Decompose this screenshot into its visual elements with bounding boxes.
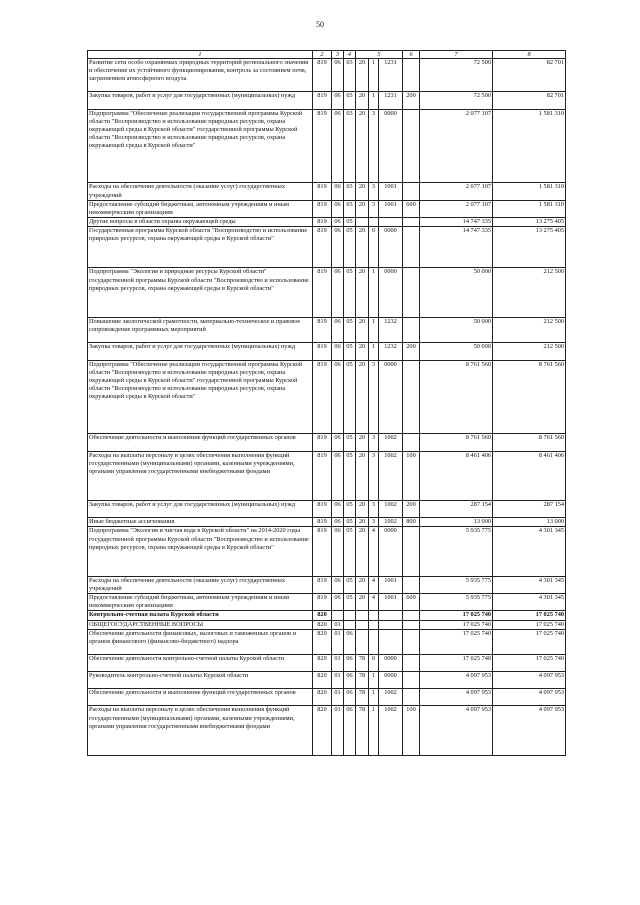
code-vr-cell: 200 bbox=[403, 501, 420, 518]
sum-year2-cell: 13 275 405 bbox=[493, 217, 566, 226]
table-row bbox=[88, 451, 566, 501]
code-pr-cell bbox=[344, 611, 356, 620]
code-vr-cell bbox=[403, 577, 420, 594]
sum-year2-cell: 1 581 310 bbox=[493, 109, 566, 183]
row-name-cell: Расходы на обеспечение деятельности (оказание услуг) государственных учреждений bbox=[88, 183, 313, 200]
row-name-cell: Расходы на выплаты персоналу в целях обеспечения выполнения функций государственными (муниципальными) органами, казенными учреждениями, органами управления государственными внебюджетными фондами bbox=[88, 706, 313, 756]
table-row bbox=[88, 183, 566, 200]
code-target1-cell: 20 bbox=[356, 109, 369, 183]
code-target2-cell: 1 bbox=[369, 689, 379, 706]
sum-year1-cell: 8 761 560 bbox=[420, 360, 493, 434]
row-name-cell: Закупка товаров, работ и услуг для государственных (муниципальных) нужд bbox=[88, 343, 313, 360]
code-rz-cell: 06 bbox=[332, 360, 344, 434]
code-target2-cell: 0 bbox=[369, 654, 379, 671]
code-target3-cell: 0000 bbox=[379, 672, 403, 689]
sum-year2-cell: 82 701 bbox=[493, 92, 566, 109]
code-target2-cell: 1 bbox=[369, 343, 379, 360]
code-target3-cell: 1002 bbox=[379, 501, 403, 518]
code-rz-cell: 06 bbox=[332, 343, 344, 360]
header-cell: 5 bbox=[356, 51, 403, 59]
code-vr-cell bbox=[403, 672, 420, 689]
code-target1-cell: 20 bbox=[356, 527, 369, 577]
code-target1-cell: 20 bbox=[356, 501, 369, 518]
sum-year2-cell: 4 301 345 bbox=[493, 577, 566, 594]
sum-year2-cell: 1 581 310 bbox=[493, 200, 566, 217]
sum-year2-cell: 8 761 560 bbox=[493, 434, 566, 451]
code-vr-cell bbox=[403, 268, 420, 318]
row-name-cell: Обеспечение деятельности и выполнение функций государственных органов bbox=[88, 689, 313, 706]
row-name-cell: Обеспечение деятельности финансовых, налоговых и таможенных органов и органов финансового (финансово-бюджетного) надзора bbox=[88, 629, 313, 654]
table-row bbox=[88, 59, 566, 92]
code-pr-cell: 06 bbox=[344, 689, 356, 706]
sum-year2-cell: 17 025 740 bbox=[493, 629, 566, 654]
row-name-cell: Закупка товаров, работ и услуг для государственных (муниципальных) нужд bbox=[88, 501, 313, 518]
code-rz-cell: 01 bbox=[332, 620, 344, 629]
code-target3-cell: 0000 bbox=[379, 109, 403, 183]
row-name-cell: Подпрограмма "Экология и чистая вода в Курской области" на 2014-2020 годы государственной программы Курской области "Воспроизводство и использование природных ресурсов, охрана окружающей среды в Курской области" bbox=[88, 527, 313, 577]
code-gr-cell: 819 bbox=[313, 577, 332, 594]
code-target3-cell: 1002 bbox=[379, 434, 403, 451]
code-vr-cell: 600 bbox=[403, 594, 420, 611]
row-name-cell: Предоставление субсидий бюджетным, автономным учреждениям и иным некоммерческим организациям bbox=[88, 594, 313, 611]
sum-year2-cell: 17 025 740 bbox=[493, 620, 566, 629]
row-name-cell: Предоставление субсидий бюджетным, автономным учреждениям и иным некоммерческим организациям bbox=[88, 200, 313, 217]
code-target2-cell: 3 bbox=[369, 434, 379, 451]
code-rz-cell: 01 bbox=[332, 689, 344, 706]
sum-year2-cell: 17 025 740 bbox=[493, 611, 566, 620]
sum-year1-cell: 4 097 953 bbox=[420, 672, 493, 689]
row-name-cell: Иные бюджетные ассигнования bbox=[88, 518, 313, 527]
code-target3-cell: 0000 bbox=[379, 654, 403, 671]
code-vr-cell bbox=[403, 629, 420, 654]
sum-year1-cell: 8 761 560 bbox=[420, 434, 493, 451]
code-rz-cell: 06 bbox=[332, 59, 344, 92]
code-pr-cell: 03 bbox=[344, 92, 356, 109]
sum-year1-cell: 72 500 bbox=[420, 92, 493, 109]
code-vr-cell: 200 bbox=[403, 343, 420, 360]
sum-year2-cell: 1 581 310 bbox=[493, 183, 566, 200]
code-vr-cell bbox=[403, 620, 420, 629]
code-rz-cell bbox=[332, 611, 344, 620]
header-cell: 8 bbox=[493, 51, 566, 59]
code-gr-cell: 819 bbox=[313, 59, 332, 92]
row-name-cell: Расходы на выплаты персоналу в целях обеспечения выполнения функций государственными (муниципальными) органами, казенными учреждениями, органами управления государственными внебюджетными фондами bbox=[88, 451, 313, 501]
code-target2-cell: 1 bbox=[369, 59, 379, 92]
code-target3-cell: 1231 bbox=[379, 92, 403, 109]
sum-year1-cell: 2 077 107 bbox=[420, 200, 493, 217]
code-rz-cell: 01 bbox=[332, 706, 344, 756]
code-target1-cell bbox=[356, 611, 369, 620]
code-pr-cell: 03 bbox=[344, 200, 356, 217]
table-body bbox=[88, 59, 566, 756]
table-row bbox=[88, 92, 566, 109]
row-name-cell: Руководитель контрольно-счетной палаты Курской области bbox=[88, 672, 313, 689]
code-pr-cell: 05 bbox=[344, 518, 356, 527]
sum-year1-cell: 14 747 335 bbox=[420, 217, 493, 226]
code-rz-cell: 06 bbox=[332, 577, 344, 594]
code-gr-cell: 820 bbox=[313, 654, 332, 671]
code-target1-cell: 20 bbox=[356, 594, 369, 611]
budget-table bbox=[87, 50, 566, 756]
code-rz-cell: 06 bbox=[332, 92, 344, 109]
code-pr-cell: 05 bbox=[344, 268, 356, 318]
code-pr-cell: 06 bbox=[344, 706, 356, 756]
code-target2-cell bbox=[369, 611, 379, 620]
table-header-row bbox=[88, 51, 566, 59]
code-target2-cell: 3 bbox=[369, 109, 379, 183]
sum-year2-cell: 8 461 406 bbox=[493, 451, 566, 501]
table-row bbox=[88, 629, 566, 654]
code-target1-cell bbox=[356, 620, 369, 629]
code-gr-cell: 819 bbox=[313, 226, 332, 268]
code-target3-cell: 1002 bbox=[379, 451, 403, 501]
code-gr-cell: 819 bbox=[313, 109, 332, 183]
code-vr-cell bbox=[403, 611, 420, 620]
code-gr-cell: 819 bbox=[313, 434, 332, 451]
header-cell: 6 bbox=[403, 51, 420, 59]
sum-year1-cell: 72 500 bbox=[420, 59, 493, 92]
code-target2-cell: 4 bbox=[369, 594, 379, 611]
sum-year1-cell: 4 097 953 bbox=[420, 689, 493, 706]
code-target2-cell bbox=[369, 629, 379, 654]
table-row bbox=[88, 217, 566, 226]
code-target1-cell bbox=[356, 629, 369, 654]
code-pr-cell: 06 bbox=[344, 672, 356, 689]
code-pr-cell: 05 bbox=[344, 594, 356, 611]
sum-year1-cell: 17 025 740 bbox=[420, 654, 493, 671]
header-cell: 3 bbox=[332, 51, 344, 59]
code-rz-cell: 06 bbox=[332, 527, 344, 577]
code-target2-cell: 3 bbox=[369, 200, 379, 217]
code-vr-cell: 100 bbox=[403, 451, 420, 501]
row-name-cell: Подпрограмма "Обеспечение реализации государственной программы Курской области "Воспроизводство и использование природных ресурсов, охрана окружающей среды в Курской области" государственной программы Курской области "Воспроизводство и использование природных ресурсов, охрана окружающей среды в Курской области" bbox=[88, 109, 313, 183]
code-gr-cell: 819 bbox=[313, 518, 332, 527]
code-target3-cell: 0000 bbox=[379, 226, 403, 268]
code-gr-cell: 819 bbox=[313, 200, 332, 217]
code-pr-cell: 05 bbox=[344, 527, 356, 577]
sum-year1-cell: 8 461 406 bbox=[420, 451, 493, 501]
code-target1-cell: 20 bbox=[356, 59, 369, 92]
header-cell: 7 bbox=[420, 51, 493, 59]
code-pr-cell: 05 bbox=[344, 217, 356, 226]
row-name-cell: Обеспечение деятельности контрольно-счетной палаты Курской области bbox=[88, 654, 313, 671]
table-row bbox=[88, 226, 566, 268]
code-gr-cell: 819 bbox=[313, 594, 332, 611]
row-name-cell: Подпрограмма "Обеспечение реализации государственной программы Курской области "Воспроизводство и использование природных ресурсов, охрана окружающей среды в Курской области" государственной программы Курской области "Воспроизводство и использование природных ресурсов, охрана окружающей среды в Курской области" bbox=[88, 360, 313, 434]
code-gr-cell: 819 bbox=[313, 360, 332, 434]
code-rz-cell: 01 bbox=[332, 672, 344, 689]
code-vr-cell bbox=[403, 654, 420, 671]
code-target1-cell: 78 bbox=[356, 672, 369, 689]
table-row bbox=[88, 268, 566, 318]
code-target3-cell: 1002 bbox=[379, 689, 403, 706]
sum-year2-cell: 4 097 953 bbox=[493, 689, 566, 706]
code-vr-cell bbox=[403, 217, 420, 226]
code-rz-cell: 01 bbox=[332, 654, 344, 671]
sum-year2-cell: 8 761 560 bbox=[493, 360, 566, 434]
code-rz-cell: 06 bbox=[332, 226, 344, 268]
table-row bbox=[88, 611, 566, 620]
code-vr-cell bbox=[403, 318, 420, 343]
sum-year1-cell: 2 077 107 bbox=[420, 109, 493, 183]
table-row bbox=[88, 109, 566, 183]
row-name-cell: Подпрограмма "Экология и природные ресурсы Курской области" государственной программы Курской области "Воспроизводство и использование природных ресурсов, охрана окружающей среды в Курской области" bbox=[88, 268, 313, 318]
sum-year2-cell: 13 275 405 bbox=[493, 226, 566, 268]
sum-year1-cell: 13 000 bbox=[420, 518, 493, 527]
table-row bbox=[88, 501, 566, 518]
code-target3-cell: 1231 bbox=[379, 59, 403, 92]
table-row bbox=[88, 360, 566, 434]
code-target2-cell: 3 bbox=[369, 518, 379, 527]
code-target3-cell bbox=[379, 611, 403, 620]
code-pr-cell: 03 bbox=[344, 109, 356, 183]
code-gr-cell: 820 bbox=[313, 611, 332, 620]
code-pr-cell: 06 bbox=[344, 654, 356, 671]
sum-year2-cell: 4 301 345 bbox=[493, 527, 566, 577]
code-vr-cell bbox=[403, 527, 420, 577]
code-target3-cell: 1001 bbox=[379, 594, 403, 611]
code-vr-cell bbox=[403, 226, 420, 268]
code-rz-cell: 06 bbox=[332, 434, 344, 451]
sum-year1-cell: 17 025 740 bbox=[420, 620, 493, 629]
code-target1-cell: 20 bbox=[356, 318, 369, 343]
code-rz-cell: 06 bbox=[332, 518, 344, 527]
code-target2-cell: 1 bbox=[369, 92, 379, 109]
sum-year2-cell: 4 097 953 bbox=[493, 672, 566, 689]
row-name-cell: Другие вопросы в области охраны окружающей среды bbox=[88, 217, 313, 226]
code-target1-cell: 20 bbox=[356, 518, 369, 527]
code-target2-cell: 3 bbox=[369, 183, 379, 200]
code-rz-cell: 06 bbox=[332, 501, 344, 518]
code-pr-cell: 05 bbox=[344, 434, 356, 451]
sum-year1-cell: 50 000 bbox=[420, 318, 493, 343]
table-row bbox=[88, 672, 566, 689]
sum-year2-cell: 4 301 345 bbox=[493, 594, 566, 611]
code-target1-cell bbox=[356, 217, 369, 226]
code-rz-cell: 06 bbox=[332, 594, 344, 611]
code-vr-cell bbox=[403, 59, 420, 92]
sum-year2-cell: 212 500 bbox=[493, 318, 566, 343]
sum-year2-cell: 287 154 bbox=[493, 501, 566, 518]
code-target3-cell: 1001 bbox=[379, 577, 403, 594]
table-row bbox=[88, 706, 566, 756]
code-gr-cell: 819 bbox=[313, 268, 332, 318]
row-name-cell: ОБЩЕГОСУДАРСТВЕННЫЕ ВОПРОСЫ bbox=[88, 620, 313, 629]
code-vr-cell bbox=[403, 109, 420, 183]
code-vr-cell: 600 bbox=[403, 200, 420, 217]
sum-year1-cell: 50 000 bbox=[420, 268, 493, 318]
table-row bbox=[88, 434, 566, 451]
sum-year1-cell: 50 000 bbox=[420, 343, 493, 360]
code-target3-cell: 1232 bbox=[379, 343, 403, 360]
table-row bbox=[88, 343, 566, 360]
code-pr-cell: 05 bbox=[344, 360, 356, 434]
row-name-cell: Закупка товаров, работ и услуг для государственных (муниципальных) нужд bbox=[88, 92, 313, 109]
code-gr-cell: 819 bbox=[313, 343, 332, 360]
code-target3-cell bbox=[379, 620, 403, 629]
code-pr-cell: 05 bbox=[344, 577, 356, 594]
sum-year2-cell: 13 000 bbox=[493, 518, 566, 527]
code-target1-cell: 20 bbox=[356, 451, 369, 501]
table-row bbox=[88, 654, 566, 671]
code-gr-cell: 819 bbox=[313, 183, 332, 200]
code-target1-cell: 20 bbox=[356, 226, 369, 268]
code-gr-cell: 820 bbox=[313, 672, 332, 689]
header-cell: 2 bbox=[313, 51, 332, 59]
code-target2-cell: 1 bbox=[369, 672, 379, 689]
row-name-cell: Повышение экологической грамотности, материально-техническое и правовое сопровождение программных мероприятий bbox=[88, 318, 313, 343]
code-target1-cell: 78 bbox=[356, 706, 369, 756]
code-pr-cell: 05 bbox=[344, 226, 356, 268]
sum-year1-cell: 5 935 775 bbox=[420, 527, 493, 577]
code-pr-cell: 06 bbox=[344, 629, 356, 654]
table-row bbox=[88, 620, 566, 629]
code-rz-cell: 06 bbox=[332, 318, 344, 343]
code-target1-cell: 20 bbox=[356, 268, 369, 318]
code-target3-cell: 0000 bbox=[379, 268, 403, 318]
row-name-cell: Государственная программа Курской области "Воспроизводство и использование природных ресурсов, охрана окружающей среды в Курской области" bbox=[88, 226, 313, 268]
code-rz-cell: 06 bbox=[332, 109, 344, 183]
code-gr-cell: 820 bbox=[313, 629, 332, 654]
code-target1-cell: 20 bbox=[356, 434, 369, 451]
code-target3-cell bbox=[379, 629, 403, 654]
code-rz-cell: 06 bbox=[332, 217, 344, 226]
code-target2-cell: 4 bbox=[369, 577, 379, 594]
code-target1-cell: 20 bbox=[356, 360, 369, 434]
code-target3-cell: 0000 bbox=[379, 527, 403, 577]
code-gr-cell: 819 bbox=[313, 92, 332, 109]
page-number: 50 bbox=[316, 20, 324, 29]
table-row bbox=[88, 594, 566, 611]
code-target3-cell: 1001 bbox=[379, 183, 403, 200]
sum-year1-cell: 2 077 107 bbox=[420, 183, 493, 200]
code-target3-cell: 1002 bbox=[379, 518, 403, 527]
code-target3-cell: 0000 bbox=[379, 360, 403, 434]
code-target2-cell: 3 bbox=[369, 451, 379, 501]
code-target2-cell: 1 bbox=[369, 268, 379, 318]
row-name-cell: Расходы на обеспечение деятельности (оказание услуг) государственных учреждений bbox=[88, 577, 313, 594]
code-target3-cell: 1232 bbox=[379, 318, 403, 343]
sum-year1-cell: 17 025 740 bbox=[420, 629, 493, 654]
table-row bbox=[88, 200, 566, 217]
code-gr-cell: 819 bbox=[313, 501, 332, 518]
code-target1-cell: 78 bbox=[356, 654, 369, 671]
code-target2-cell bbox=[369, 217, 379, 226]
code-target3-cell bbox=[379, 217, 403, 226]
code-vr-cell: 100 bbox=[403, 706, 420, 756]
header-cell: 1 bbox=[88, 51, 313, 59]
code-gr-cell: 819 bbox=[313, 451, 332, 501]
code-pr-cell bbox=[344, 620, 356, 629]
code-target2-cell bbox=[369, 620, 379, 629]
code-gr-cell: 820 bbox=[313, 689, 332, 706]
table-row bbox=[88, 527, 566, 577]
code-pr-cell: 05 bbox=[344, 343, 356, 360]
code-target1-cell: 20 bbox=[356, 200, 369, 217]
code-target2-cell: 3 bbox=[369, 360, 379, 434]
header-cell: 4 bbox=[344, 51, 356, 59]
table-row bbox=[88, 518, 566, 527]
sum-year2-cell: 17 025 740 bbox=[493, 654, 566, 671]
code-target2-cell: 3 bbox=[369, 501, 379, 518]
code-gr-cell: 819 bbox=[313, 217, 332, 226]
code-pr-cell: 05 bbox=[344, 318, 356, 343]
code-rz-cell: 01 bbox=[332, 629, 344, 654]
row-name-cell: Обеспечение деятельности и выполнение функций государственных органов bbox=[88, 434, 313, 451]
code-target1-cell: 20 bbox=[356, 183, 369, 200]
code-pr-cell: 03 bbox=[344, 59, 356, 92]
code-vr-cell: 800 bbox=[403, 518, 420, 527]
sum-year2-cell: 4 097 953 bbox=[493, 706, 566, 756]
table-row bbox=[88, 318, 566, 343]
sum-year2-cell: 212 500 bbox=[493, 343, 566, 360]
sum-year1-cell: 14 747 335 bbox=[420, 226, 493, 268]
sum-year1-cell: 5 935 775 bbox=[420, 594, 493, 611]
code-target2-cell: 1 bbox=[369, 318, 379, 343]
code-target1-cell: 20 bbox=[356, 92, 369, 109]
code-target3-cell: 1002 bbox=[379, 706, 403, 756]
table-row bbox=[88, 689, 566, 706]
code-gr-cell: 819 bbox=[313, 318, 332, 343]
code-gr-cell: 820 bbox=[313, 620, 332, 629]
code-rz-cell: 06 bbox=[332, 451, 344, 501]
code-rz-cell: 06 bbox=[332, 268, 344, 318]
sum-year1-cell: 287 154 bbox=[420, 501, 493, 518]
code-target2-cell: 1 bbox=[369, 706, 379, 756]
code-target1-cell: 20 bbox=[356, 577, 369, 594]
code-target2-cell: 0 bbox=[369, 226, 379, 268]
code-pr-cell: 05 bbox=[344, 501, 356, 518]
code-target3-cell: 1001 bbox=[379, 200, 403, 217]
code-gr-cell: 820 bbox=[313, 706, 332, 756]
code-pr-cell: 05 bbox=[344, 451, 356, 501]
row-name-cell: Развитие сети особо охраняемых природных территорий регионального значения и обеспечение их устойчивого функционирования, контроль за состоянием почв, загрязнением атмосферного воздуха bbox=[88, 59, 313, 92]
code-rz-cell: 06 bbox=[332, 200, 344, 217]
code-vr-cell bbox=[403, 434, 420, 451]
sum-year1-cell: 4 097 953 bbox=[420, 706, 493, 756]
code-target2-cell: 4 bbox=[369, 527, 379, 577]
table-row bbox=[88, 577, 566, 594]
code-target1-cell: 20 bbox=[356, 343, 369, 360]
sum-year1-cell: 5 935 775 bbox=[420, 577, 493, 594]
sum-year1-cell: 17 025 740 bbox=[420, 611, 493, 620]
code-vr-cell bbox=[403, 360, 420, 434]
row-name-cell: Контрольно-счетная палата Курской области bbox=[88, 611, 313, 620]
sum-year2-cell: 82 701 bbox=[493, 59, 566, 92]
code-rz-cell: 06 bbox=[332, 183, 344, 200]
code-vr-cell: 200 bbox=[403, 92, 420, 109]
code-pr-cell: 03 bbox=[344, 183, 356, 200]
code-vr-cell bbox=[403, 183, 420, 200]
code-vr-cell bbox=[403, 689, 420, 706]
code-gr-cell: 819 bbox=[313, 527, 332, 577]
sum-year2-cell: 212 500 bbox=[493, 268, 566, 318]
code-target1-cell: 78 bbox=[356, 689, 369, 706]
